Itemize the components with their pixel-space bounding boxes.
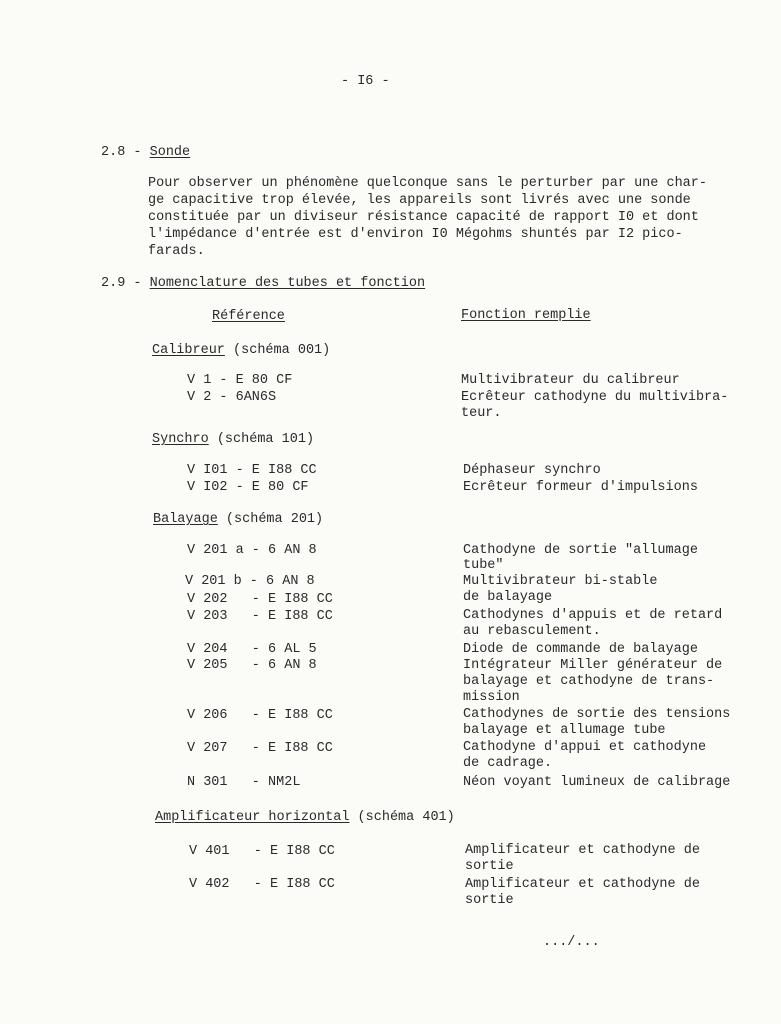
group-heading-calibreur: Calibreur (schéma 001): [152, 343, 331, 358]
column-header-fonction: Fonction remplie: [461, 308, 591, 323]
section-title: Sonde: [149, 145, 191, 160]
tube-function: Multivibrateur du calibreur: [461, 373, 680, 388]
tube-function: Cathodynes de sortie des tensions: [463, 707, 731, 722]
paragraph-line: Pour observer un phénomène quelconque sans le perturber par une char-: [148, 176, 707, 191]
paragraph-line: farads.: [148, 244, 205, 259]
tube-reference: V 205 - 6 AN 8: [187, 658, 317, 673]
tube-reference: N 301 - NM2L: [187, 775, 301, 790]
tube-function: balayage et allumage tube: [463, 723, 666, 738]
tube-function: Ecrêteur cathodyne du multivibra-: [461, 390, 729, 405]
tube-function: Amplificateur et cathodyne de: [465, 843, 700, 858]
tube-function: Multivibrateur bi-stable: [463, 574, 658, 589]
tube-reference: V 201 b - 6 AN 8: [185, 574, 315, 589]
paragraph-line: constituée par un diviseur résistance capacité de rapport I0 et dont: [148, 210, 699, 225]
tube-reference: V 1 - E 80 CF: [187, 373, 293, 388]
tube-reference: V 201 a - 6 AN 8: [187, 543, 317, 558]
tube-function: Déphaseur synchro: [463, 463, 601, 478]
column-header-reference: Référence: [212, 309, 285, 324]
tube-reference: V 202 - E I88 CC: [187, 592, 333, 607]
tube-function: Diode de commande de balayage: [463, 642, 698, 657]
group-heading-balayage: Balayage (schéma 201): [153, 512, 324, 527]
section-title: Nomenclature des tubes et fonction: [149, 276, 426, 291]
sonde-paragraph: [148, 175, 748, 260]
tube-function: mission: [463, 690, 520, 705]
tube-reference: V 401 - E I88 CC: [189, 844, 335, 859]
tube-function: Cathodyne de sortie "allumage: [463, 543, 698, 558]
tube-function: de balayage: [463, 590, 553, 605]
tube-reference: V 203 - E I88 CC: [187, 609, 333, 624]
tube-function: Amplificateur et cathodyne de: [465, 877, 700, 892]
continuation-mark: .../...: [543, 935, 600, 950]
tube-function: Néon voyant lumineux de calibrage: [463, 775, 731, 790]
tube-reference: V 2 - 6AN6S: [187, 390, 277, 405]
section-2-9-heading: [101, 276, 425, 292]
tube-function: sortie: [465, 859, 514, 874]
tube-function: teur.: [461, 406, 502, 421]
tube-reference: V 206 - E I88 CC: [187, 708, 333, 723]
paragraph-line: ge capacitive trop élevée, les appareils sont livrés avec une sonde: [148, 193, 691, 208]
tube-function: Cathodynes d'appuis et de retard: [463, 608, 723, 623]
tube-function: balayage et cathodyne de trans-: [463, 674, 715, 689]
group-heading-amplificateur: Amplificateur horizontal (schéma 401): [155, 810, 455, 825]
section-2-8-heading: [101, 145, 190, 161]
tube-reference: V 204 - 6 AL 5: [187, 642, 317, 657]
tube-reference: V I01 - E I88 CC: [187, 463, 317, 478]
tube-function: Ecrêteur formeur d'impulsions: [463, 480, 698, 495]
page-number: - I6 -: [341, 74, 390, 89]
tube-function: Intégrateur Miller générateur de: [463, 658, 723, 673]
tube-function: au rebasculement.: [463, 624, 601, 639]
tube-function: sortie: [465, 893, 514, 908]
section-number: 2.9 -: [101, 276, 142, 291]
tube-function: tube": [463, 558, 504, 573]
paragraph-line: l'impédance d'entrée est d'environ I0 Mégohms shuntés par I2 pico-: [148, 227, 683, 242]
section-number: 2.8 -: [101, 145, 142, 160]
tube-reference: V 402 - E I88 CC: [189, 877, 335, 892]
tube-reference: V I02 - E 80 CF: [187, 480, 309, 495]
tube-reference: V 207 - E I88 CC: [187, 741, 333, 756]
tube-function: Cathodyne d'appui et cathodyne: [463, 740, 707, 755]
group-heading-synchro: Synchro (schéma 101): [152, 432, 315, 447]
tube-function: de cadrage.: [463, 756, 553, 771]
